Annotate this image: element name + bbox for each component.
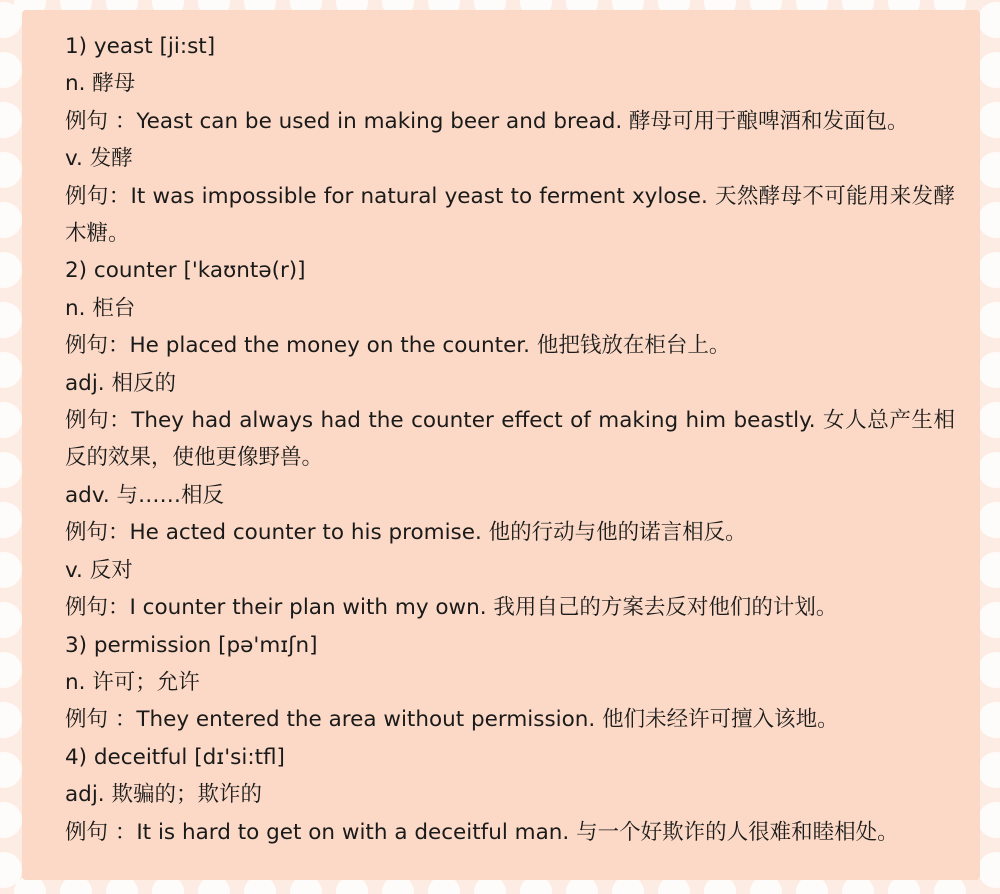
part-of-speech: adj. 欺骗的；欺诈的 — [65, 782, 262, 808]
scallop-dot — [978, 702, 1000, 738]
example-sentence: 例句 ：Yeast can be used in making beer and bread. 酵母可用于酿啤酒和发面包。 — [65, 108, 909, 134]
scallop-dot — [978, 502, 1000, 538]
scallop-dot — [978, 352, 1000, 388]
vocab-entry-yeast — [65, 28, 965, 252]
example-sentence: 例句：They had always had the counter effect of making him beastly. 女人总产生相反的效果，使他更像野兽。 — [65, 408, 955, 471]
part-of-speech: v. 发酵 — [65, 146, 133, 172]
scallop-dot — [978, 252, 1000, 288]
scallop-dot — [0, 352, 22, 388]
scallop-dot — [0, 252, 22, 288]
scallop-dot — [978, 2, 1000, 38]
part-of-speech: n. 许可；允许 — [65, 669, 200, 695]
example-sentence: 例句 ：They entered the area without permission. 他们未经许可擅入该地。 — [65, 707, 839, 733]
vocab-entry-deceitful — [65, 739, 965, 851]
scallop-dot — [978, 402, 1000, 438]
scallop-dot — [978, 752, 1000, 788]
scallop-dot — [0, 302, 22, 338]
scallop-dot — [978, 102, 1000, 138]
vocab-entry-counter — [65, 252, 965, 626]
headword: 1) yeast [ji:st] — [65, 34, 216, 59]
part-of-speech: n. 柜台 — [65, 295, 136, 321]
scallop-dot — [978, 652, 1000, 688]
scallop-dot — [0, 652, 22, 688]
scallop-dot — [978, 202, 1000, 238]
scallop-dot — [978, 152, 1000, 188]
scallop-dot — [978, 302, 1000, 338]
scallop-dot — [0, 602, 22, 638]
scallop-dot — [0, 552, 22, 588]
example-sentence: 例句 ：It is hard to get on with a deceitful man. 与一个好欺诈的人很难和睦相处。 — [65, 819, 899, 845]
part-of-speech: adv. 与……相反 — [65, 482, 225, 508]
scallop-dot — [0, 452, 22, 488]
scallop-dot — [0, 702, 22, 738]
headword: 3) permission [pə'mɪʃn] — [65, 632, 318, 658]
vocabulary-list — [65, 28, 965, 851]
scallop-dot — [978, 802, 1000, 838]
part-of-speech: n. 酵母 — [65, 71, 136, 97]
scallop-dot — [0, 802, 22, 838]
scallop-dot — [0, 502, 22, 538]
headword: 2) counter ['kaʊntə(r)] — [65, 258, 306, 284]
scallop-dot — [978, 852, 1000, 888]
scallop-dot — [0, 52, 22, 88]
scallop-dot — [978, 452, 1000, 488]
part-of-speech: v. 反对 — [65, 557, 133, 583]
example-sentence: 例句：He acted counter to his promise. 他的行动与他的诺言相反。 — [65, 520, 747, 546]
scallop-dot — [0, 102, 22, 138]
scallop-dot — [0, 752, 22, 788]
scallop-dot — [978, 52, 1000, 88]
example-sentence: 例句：He placed the money on the counter. 他把钱放在柜台上。 — [65, 333, 731, 359]
scallop-dot — [0, 152, 22, 188]
vocab-entry-permission — [65, 627, 965, 739]
example-sentence: 例句：I counter their plan with my own. 我用自己的方案去反对他们的计划。 — [65, 595, 838, 621]
scallop-dot — [0, 402, 22, 438]
example-sentence: 例句：It was impossible for natural yeast to ferment xylose. 天然酵母不可能用来发酵木糖。 — [65, 183, 955, 247]
scallop-dot — [978, 552, 1000, 588]
scallop-dot — [0, 202, 22, 238]
part-of-speech: adj. 相反的 — [65, 370, 176, 396]
headword: 4) deceitful [dɪ'si:tfl] — [65, 744, 285, 770]
scallop-dot — [978, 602, 1000, 638]
